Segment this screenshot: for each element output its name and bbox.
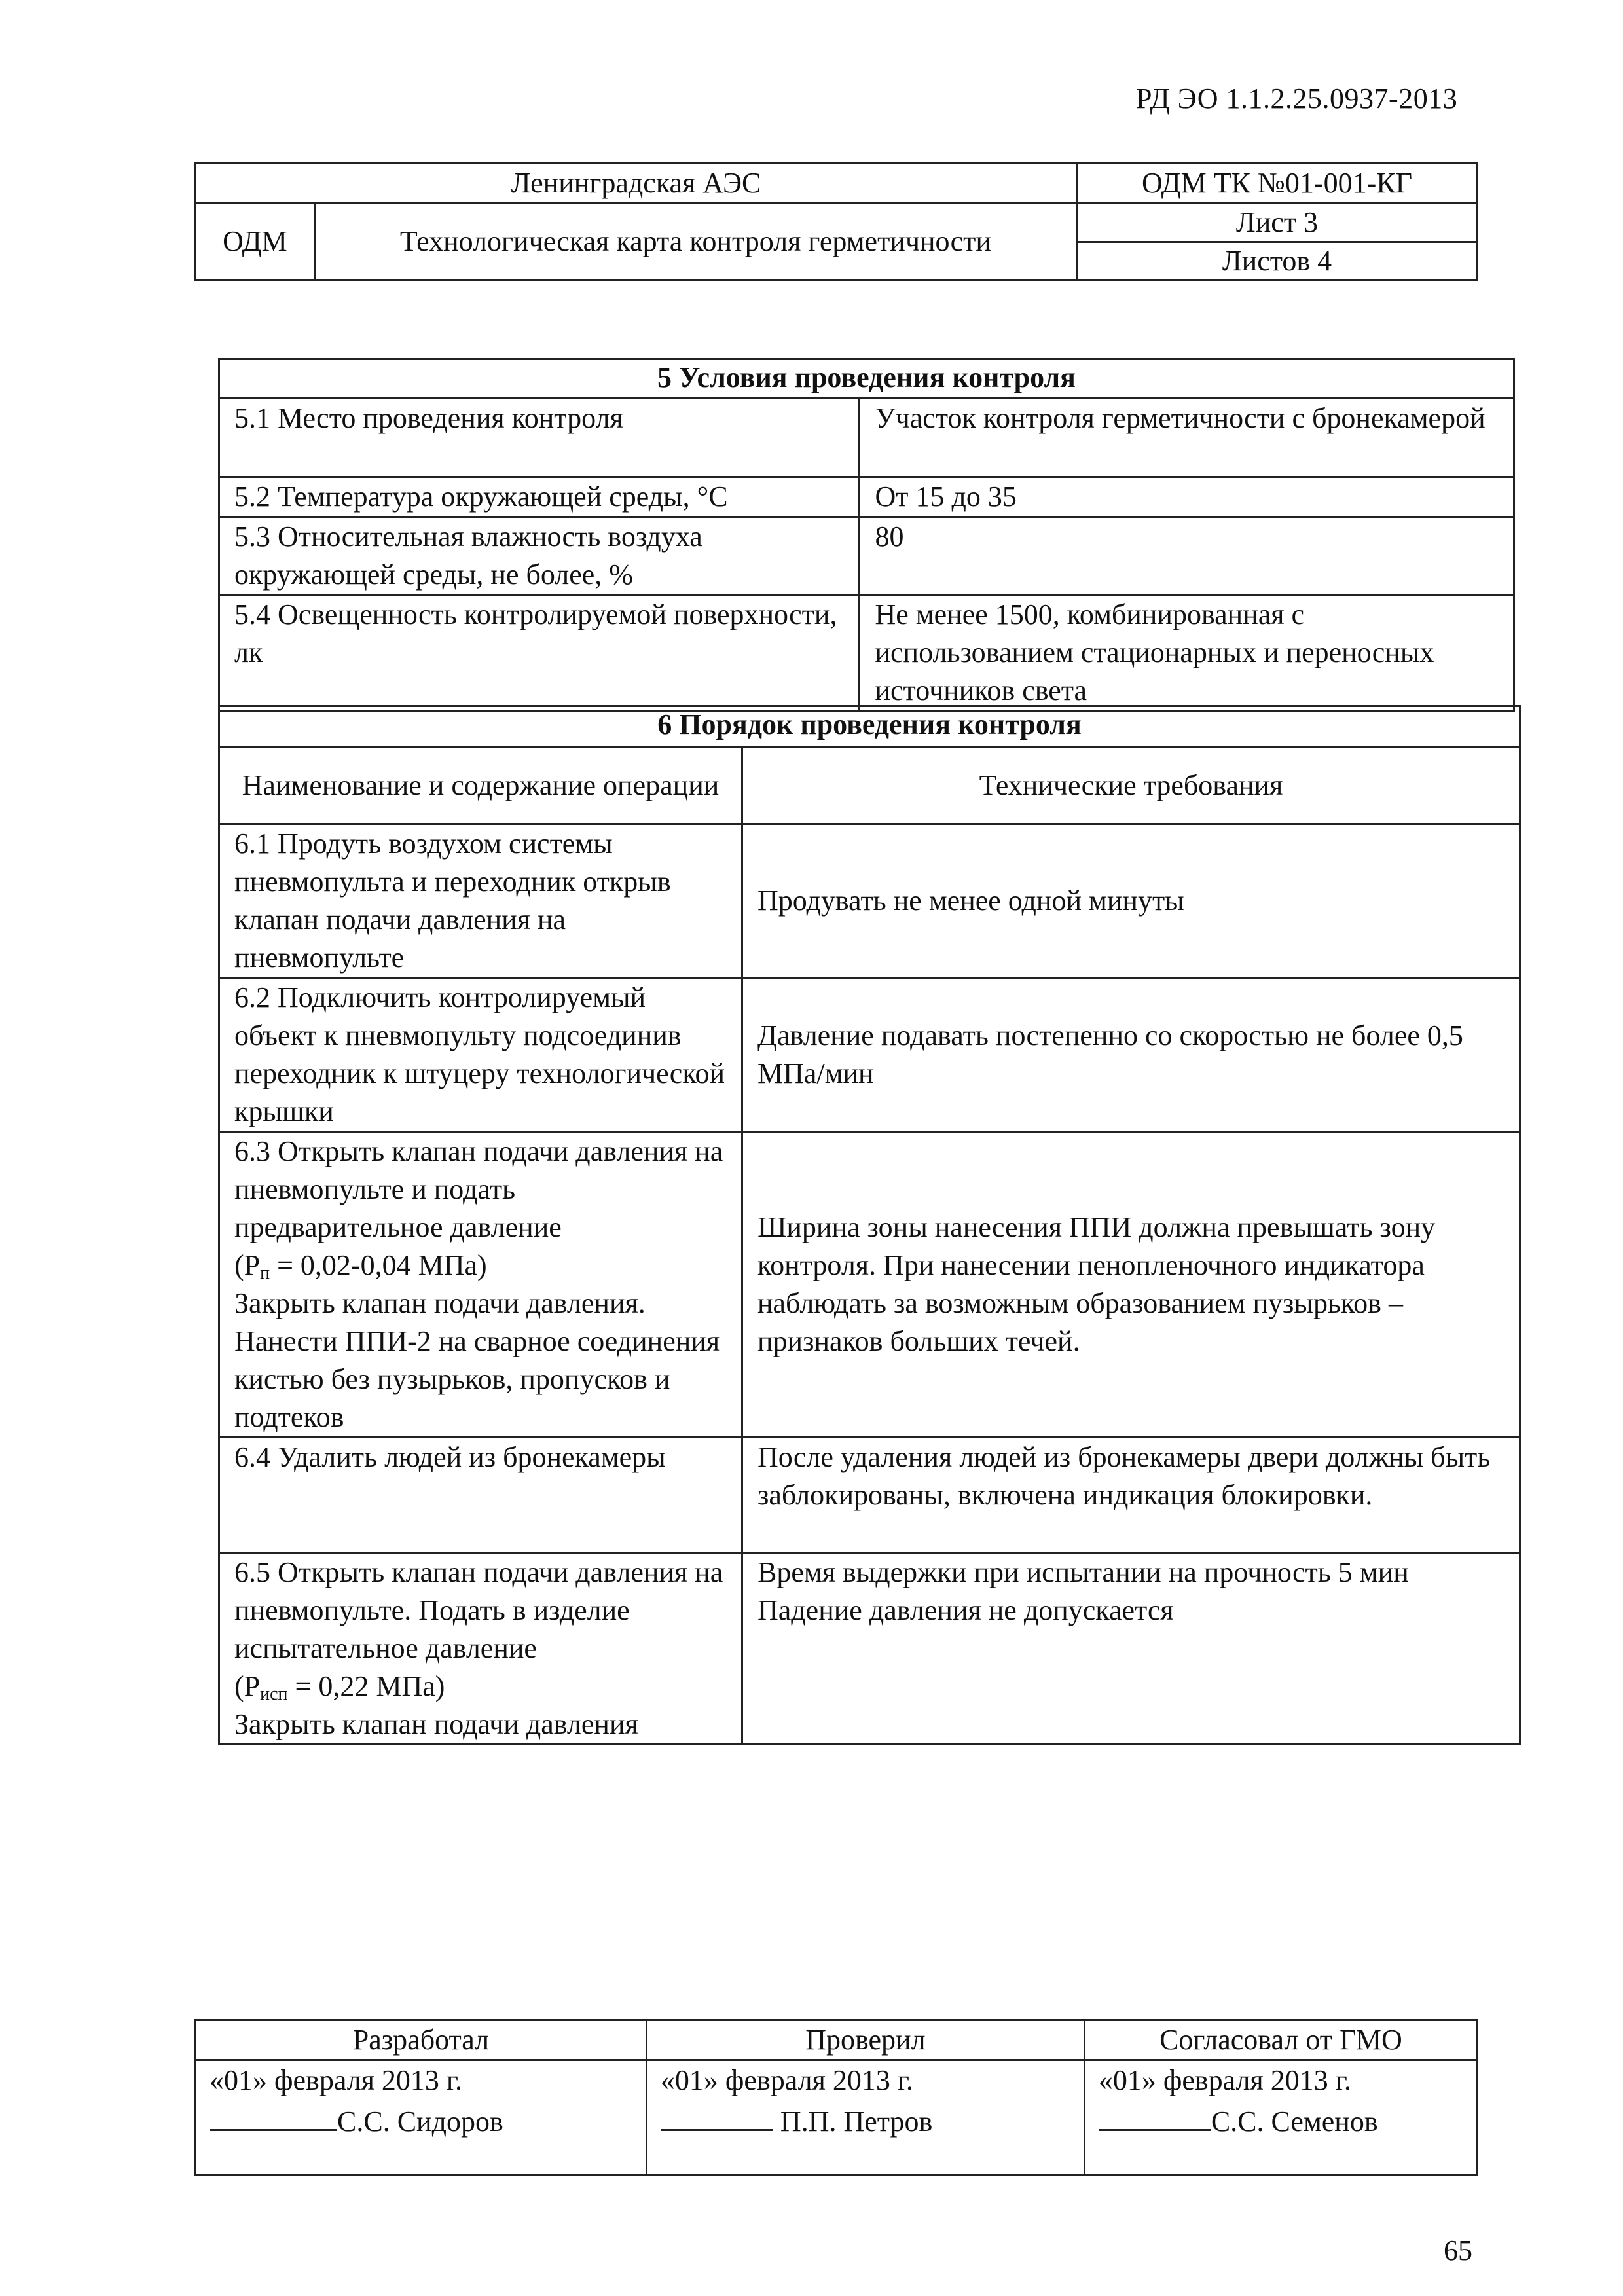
requirement-cell: Давление подавать постепенно со скоростью не более 0,5 МПа/мин xyxy=(742,978,1520,1132)
pressure-symbol: (Р xyxy=(234,1670,261,1702)
requirement-line: Время выдержки при испытании на прочность 5 мин xyxy=(757,1556,1409,1588)
sheets-total: Листов 4 xyxy=(1077,242,1478,280)
sheet-number: Лист 3 xyxy=(1077,203,1478,242)
signature-date: «01» февраля 2013 г. xyxy=(1098,2064,1351,2096)
requirement-cell: Продувать не менее одной минуты xyxy=(742,824,1520,978)
condition-param: 5.1 Место проведения контроля xyxy=(219,399,860,477)
section6-title: 6 Порядок проведения контроля xyxy=(219,706,1520,747)
signer-name: С.С. Сидоров xyxy=(337,2105,503,2138)
procedure-table xyxy=(218,705,1521,1745)
condition-param: 5.4 Освещенность контролируемой поверхности, лк xyxy=(219,595,860,711)
pressure-value: = 0,22 МПа) xyxy=(287,1670,445,1702)
signature-date: «01» февраля 2013 г. xyxy=(660,2064,913,2096)
operation-text: Закрыть клапан подачи давления. Нанести ППИ-2 на сварное соединения кистью без пузырьков, пропусков и подтеков xyxy=(234,1287,720,1433)
doc-number: ОДМ ТК №01-001-КГ xyxy=(1077,164,1478,203)
operation-text: 6.3 Открыть клапан подачи давления на пневмопульте и подать предварительное давление xyxy=(234,1135,723,1243)
developed-by-header: Разработал xyxy=(196,2020,647,2060)
operation-text: Закрыть клапан подачи давления xyxy=(234,1708,638,1740)
header-table xyxy=(194,162,1478,281)
page-number: 65 xyxy=(1444,2234,1472,2267)
signature-line xyxy=(1099,2100,1211,2131)
org-code: ОДМ xyxy=(196,203,315,280)
condition-param: 5.2 Температура окружающей среды, °С xyxy=(219,477,860,517)
condition-param: 5.3 Относительная влажность воздуха окружающей среды, не более, % xyxy=(219,517,860,595)
operation-cell xyxy=(219,1132,742,1438)
condition-value: 80 xyxy=(860,517,1514,595)
signature-table xyxy=(194,2019,1478,2176)
signer-name: С.С. Семенов xyxy=(1211,2105,1378,2138)
operation-cell xyxy=(219,1553,742,1745)
signer-name: П.П. Петров xyxy=(780,2105,933,2138)
conditions-table xyxy=(218,358,1515,712)
section5-title: 5 Условия проведения контроля xyxy=(219,359,1514,399)
requirement-cell: Ширина зоны нанесения ППИ должна превышать зону контроля. При нанесении пенопленочного индикатора наблюдать за возможным образованием пузырьков – признаков больших течей. xyxy=(742,1132,1520,1438)
approved-by-header: Согласовал от ГМО xyxy=(1084,2020,1477,2060)
condition-value: Не менее 1500, комбинированная с использованием стационарных и переносных источников света xyxy=(860,595,1514,711)
plant-name: Ленинградская АЭС xyxy=(196,164,1077,203)
document-code: РД ЭО 1.1.2.25.0937-2013 xyxy=(1136,82,1458,115)
signature-date: «01» февраля 2013 г. xyxy=(210,2064,463,2096)
requirement-cell xyxy=(742,1553,1520,1745)
condition-value: Участок контроля герметичности с бронекамерой xyxy=(860,399,1514,477)
column-header-requirements: Технические требования xyxy=(742,747,1520,824)
pressure-value: = 0,02-0,04 МПа) xyxy=(270,1249,487,1281)
operation-cell: 6.1 Продуть воздухом системы пневмопульта и переходник открыв клапан подачи давления на пневмопульте xyxy=(219,824,742,978)
requirement-line: Падение давления не допускается xyxy=(757,1594,1174,1626)
pressure-subscript: п xyxy=(260,1263,270,1283)
approved-by-signature xyxy=(1084,2060,1477,2175)
signature-line xyxy=(661,2100,773,2131)
operation-cell: 6.2 Подключить контролируемый объект к пневмопульту подсоединив переходник к штуцеру технологической крышки xyxy=(219,978,742,1132)
column-header-operation: Наименование и содержание операции xyxy=(219,747,742,824)
pressure-symbol: (Р xyxy=(234,1249,261,1281)
operation-cell: 6.4 Удалить людей из бронекамеры xyxy=(219,1438,742,1553)
condition-value: От 15 до 35 xyxy=(860,477,1514,517)
checked-by-signature xyxy=(646,2060,1084,2175)
pressure-subscript: исп xyxy=(260,1684,288,1704)
doc-title: Технологическая карта контроля герметичности xyxy=(314,203,1076,280)
developed-by-signature xyxy=(196,2060,647,2175)
requirement-cell: После удаления людей из бронекамеры двери должны быть заблокированы, включена индикация блокировки. xyxy=(742,1438,1520,1553)
signature-line xyxy=(210,2100,337,2131)
checked-by-header: Проверил xyxy=(646,2020,1084,2060)
operation-text: 6.5 Открыть клапан подачи давления на пневмопульте. Подать в изделие испытательное давление xyxy=(234,1556,723,1664)
